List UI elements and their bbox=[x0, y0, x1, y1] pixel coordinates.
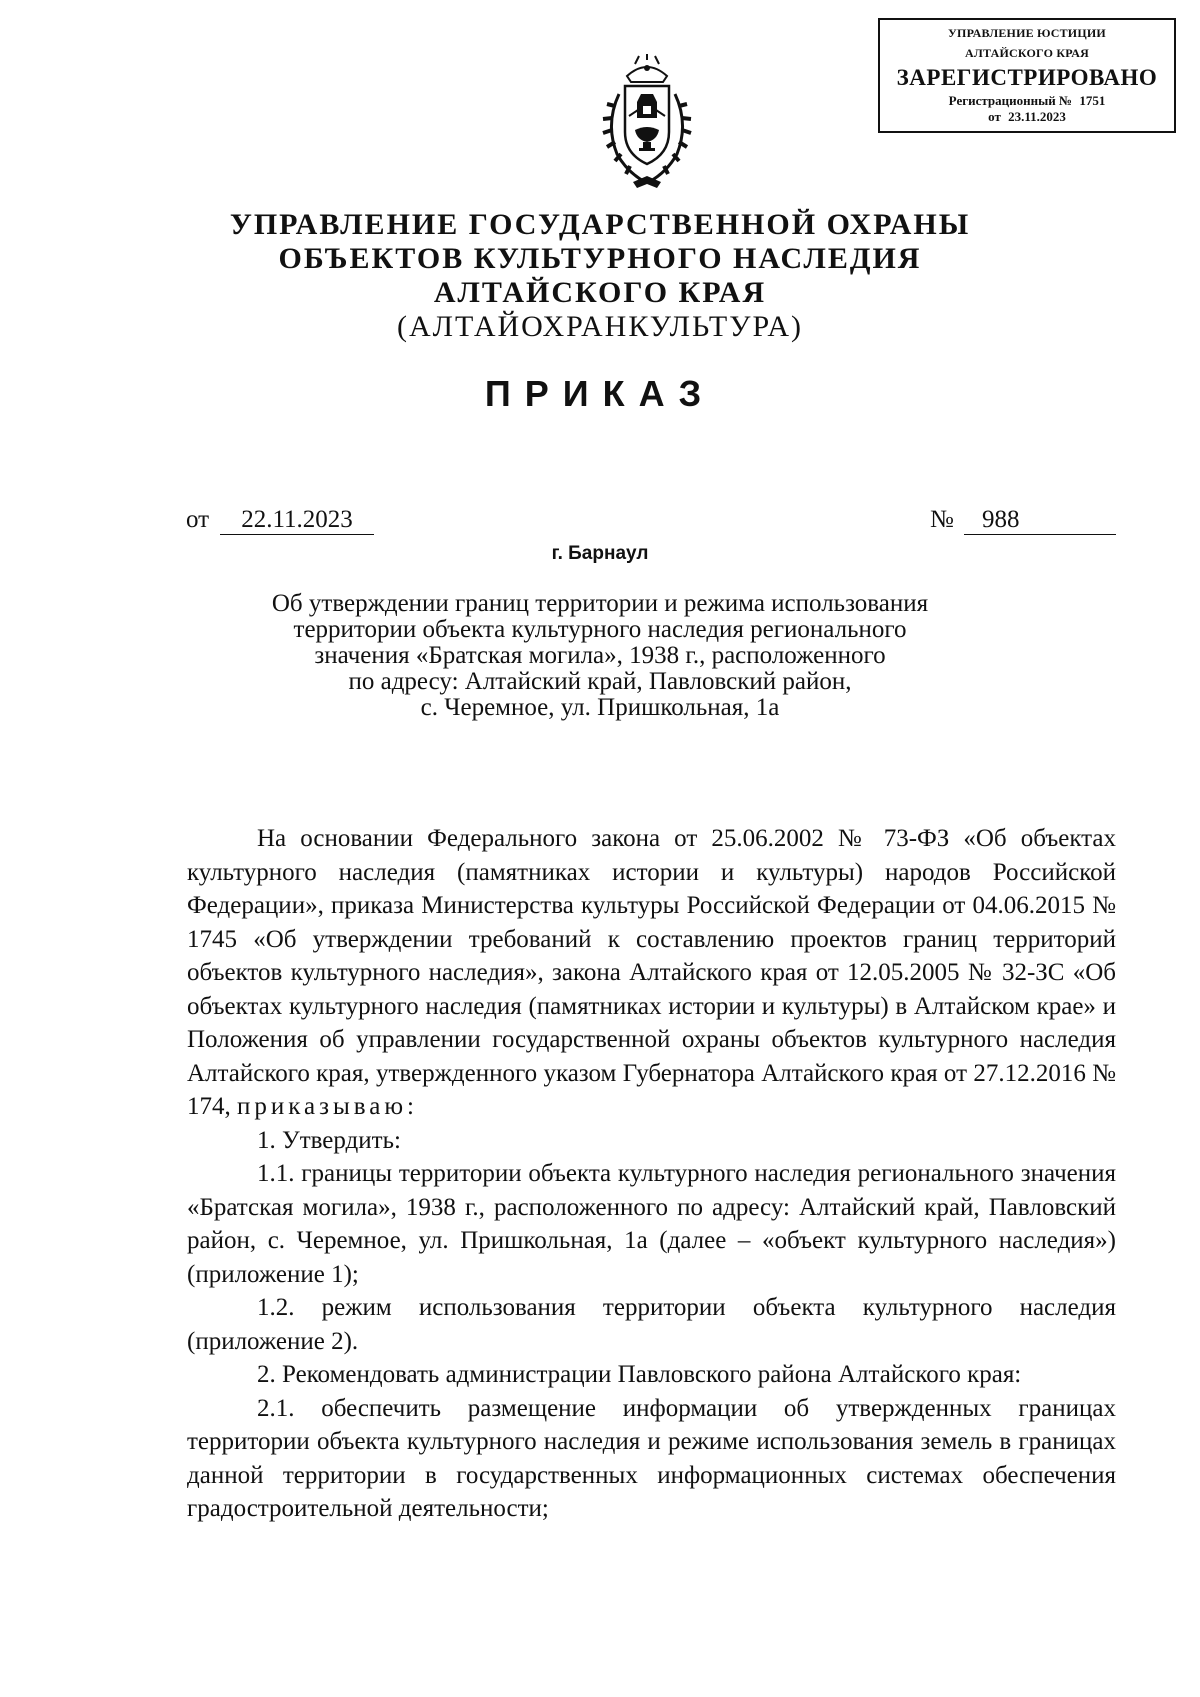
preamble-paragraph bbox=[187, 822, 1116, 1124]
document-type-title: ПРИКАЗ bbox=[484, 373, 716, 414]
number-label: № bbox=[930, 506, 954, 533]
order-word: приказываю: bbox=[237, 1093, 418, 1120]
order-subject bbox=[0, 591, 1200, 721]
subject-line: территории объекта культурного наследия регионального bbox=[293, 616, 907, 643]
stamp-department-line2: АЛТАЙСКОГО КРАЯ bbox=[965, 46, 1089, 60]
stamp-reg-date-label: от bbox=[988, 109, 1001, 124]
org-name-line1: УПРАВЛЕНИЕ ГОСУДАРСТВЕННОЙ ОХРАНЫ bbox=[229, 208, 971, 241]
order-number: 988 bbox=[964, 506, 1116, 535]
org-short-name: (АЛТАЙОХРАНКУЛЬТУРА) bbox=[397, 310, 803, 343]
stamp-reg-date bbox=[880, 109, 1174, 124]
subject-line: по адресу: Алтайский край, Павловский район, bbox=[348, 668, 852, 695]
stamp-reg-date-value: 23.11.2023 bbox=[1008, 109, 1066, 124]
date-label: от bbox=[186, 506, 210, 533]
preamble-text: На основании Федерального закона от 25.06.2002 № 73-ФЗ «Об объектах культурного наследия (памятниках истории и культуры) народов Российской Федерации», приказа Министерства культуры Российской Федерации от 04.06.2015 № 1745 «Об утверждении требований к составлению проектов границ территорий объектов культурного наследия», закона Алтайского края от 12.05.2005 № 32-ЗС «Об объектах культурного наследия (памятниках истории и культуры) в Алтайском крае» и Положения об управлении государственной охраны объектов культурного наследия Алтайского края, утвержденного указом Губернатора Алтайского края от 27.12.2016 № 174, bbox=[187, 825, 1116, 1120]
registration-stamp bbox=[878, 18, 1176, 133]
order-body bbox=[187, 822, 1116, 1526]
order-item-2: 2. Рекомендовать администрации Павловского района Алтайского края: bbox=[257, 1361, 1022, 1388]
org-name-line3: АЛТАЙСКОГО КРАЯ bbox=[433, 276, 767, 309]
stamp-reg-number-value: 1751 bbox=[1079, 93, 1106, 108]
order-item-1-1: 1.1. границы территории объекта культурного наследия регионального значения «Братская могила», 1938 г., расположенного по адресу: Алтайский край, Павловский район, с. Черемное, ул. Пришкольная, 1а (далее – «объект культурного наследия») (приложение 1); bbox=[187, 1160, 1116, 1288]
order-item-1-2: 1.2. режим использования территории объекта культурного наследия (приложение 2). bbox=[187, 1294, 1116, 1355]
order-item-2-1: 2.1. обеспечить размещение информации об утвержденных границах территории объекта культурного наследия и режиме использования земель в границах данной территории в государственных информационных системах обеспечения градостроительной деятельности; bbox=[187, 1394, 1116, 1522]
stamp-reg-number-label: Регистрационный № bbox=[948, 93, 1073, 108]
stamp-department-line1: УПРАВЛЕНИЕ ЮСТИЦИИ bbox=[948, 26, 1106, 40]
org-name-line2: ОБЪЕКТОВ КУЛЬТУРНОГО НАСЛЕДИЯ bbox=[278, 242, 922, 275]
subject-line: с. Черемное, ул. Пришкольная, 1а bbox=[420, 694, 780, 721]
order-date: 22.11.2023 bbox=[220, 506, 374, 535]
stamp-registered-label: ЗАРЕГИСТРИРОВАНО bbox=[896, 65, 1158, 90]
city-line: г. Барнаул bbox=[551, 543, 649, 564]
subject-line: значения «Братская могила», 1938 г., расположенного bbox=[314, 642, 886, 669]
stamp-reg-number bbox=[880, 93, 1174, 108]
altai-krai-coat-of-arms-icon bbox=[597, 54, 697, 194]
subject-line: Об утверждении границ территории и режима использования bbox=[271, 590, 929, 617]
order-item-1: 1. Утвердить: bbox=[257, 1126, 401, 1154]
